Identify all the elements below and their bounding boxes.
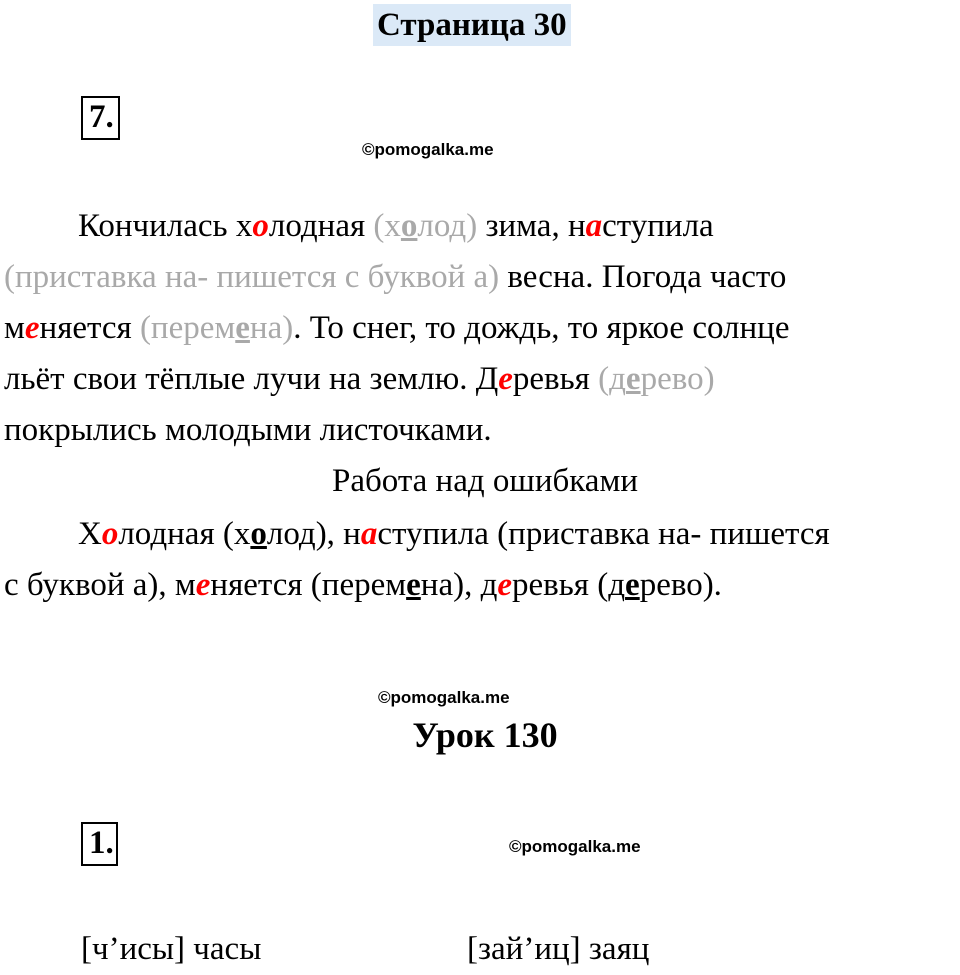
hint-peremena: (перемена) [139, 310, 294, 346]
lesson-title: Урок 130 [412, 715, 558, 755]
text-fragment: ревья [512, 361, 599, 397]
text-fragment: покрылись молодыми листочками. [4, 412, 492, 448]
watermark-1: ©pomogalka.me [362, 140, 494, 159]
transcription: [зай’иц] [467, 931, 581, 967]
highlighted-vowel: е [24, 310, 40, 346]
highlighted-vowel: а [360, 516, 378, 552]
text-line-5 [4, 405, 492, 456]
page-title: Страница 30 [373, 4, 571, 46]
correction-line-1: Холодная (холод), наступила (приставка на- пишется [78, 516, 830, 552]
watermark-3: ©pomogalka.me [509, 837, 641, 856]
text-fragment: няется [39, 310, 140, 346]
text-fragment: лодная [268, 208, 374, 244]
task-number-1: 1. [81, 822, 118, 866]
text-fragment: зима, н [477, 208, 586, 244]
text-fragment: м [4, 310, 25, 346]
highlighted-vowel: о [101, 516, 119, 552]
correction-line-2: с буквой а), меняется (перемена), деревья (дерево). [4, 567, 722, 603]
word-pair-1 [81, 924, 381, 975]
hint-holod: (холод) [373, 208, 478, 244]
text-line-4 [4, 354, 715, 405]
text-fragment: . То снег, то дождь, то яркое солнце [293, 310, 790, 346]
text-fragment: весна. Погода часто [499, 259, 787, 295]
word-pair-2 [467, 924, 767, 975]
highlighted-vowel: о [252, 208, 269, 244]
corrections-text [4, 509, 960, 619]
highlighted-vowel: е [497, 567, 513, 603]
highlighted-vowel: е [195, 567, 211, 603]
errors-title: Работа над ошибками [331, 463, 638, 499]
text-line-2 [4, 252, 786, 303]
hint-derevo: (дерево) [598, 361, 715, 397]
highlighted-vowel: е [498, 361, 513, 397]
hint-prefix: (приставка на- пишется с буквой а) [4, 259, 500, 295]
word: часы [193, 931, 262, 967]
text-fragment: ступила [602, 208, 714, 244]
underlined-vowel: е [625, 567, 640, 603]
task-number-7: 7. [81, 96, 120, 140]
text-fragment: Кончилась х [78, 208, 253, 244]
underlined-vowel: е [406, 567, 421, 603]
word: заяц [588, 931, 650, 967]
transcription: [ч’исы] [81, 931, 186, 967]
text-line-1 [78, 201, 714, 252]
task7-text [4, 201, 960, 461]
text-line-3 [4, 303, 789, 354]
text-fragment: льёт свои тёплые лучи на землю. Д [4, 361, 499, 397]
highlighted-vowel: а [585, 208, 603, 244]
underlined-vowel: о [250, 516, 267, 552]
watermark-2: ©pomogalka.me [378, 688, 510, 707]
